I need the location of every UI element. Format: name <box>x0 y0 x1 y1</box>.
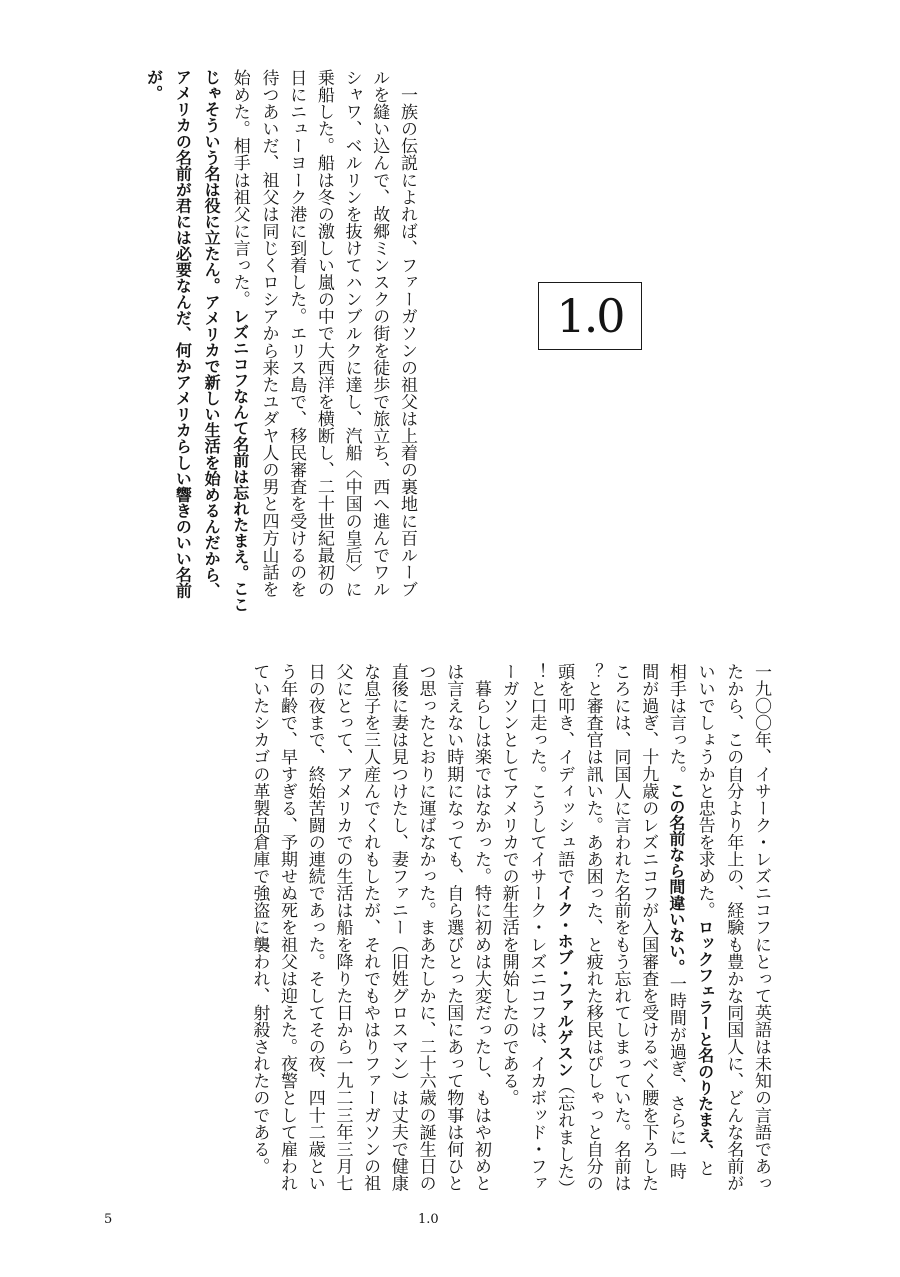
top-text-block <box>82 69 420 614</box>
paragraph-3 <box>245 663 494 1193</box>
chapter-number-box <box>538 282 642 350</box>
p2-d: この名前なら間違いない。 <box>666 782 686 975</box>
p2-e: 一時間が過ぎ、さらに一時間が過ぎ、十九歳のレズニコフが入国審査を受けるべく腰を下ろしたころには、同国人に言われた名前をもう忘れてしまっていた。名前は？と審査官は訊いた。ああ困った、と疲れた移民はぴしゃっと自分の頭を叩き、イディッシュ語で <box>554 663 686 1192</box>
page-number: 5 <box>104 1212 113 1227</box>
paragraph-2 <box>494 663 774 1193</box>
p2-f: イク・ホブ・ファルゲスン <box>555 884 575 1078</box>
bottom-text-block <box>82 663 774 1193</box>
p2-a: 一九〇〇年、イサーク・レズニコフにとって英語は未知の言語であったから、この自分より年上の、経験も豊かな同国人に、どんな名前がいいでしょうかと忠告を求めた。 <box>694 663 771 1192</box>
running-head: 1.0 <box>418 1212 439 1227</box>
p2-g: （忘れました）！と口走った。こうしてイサーク・レズニコフは、イカボッド・ファーガソンとしてアメリカでの新生活を開始したのである。 <box>498 663 575 1192</box>
p3-text: 暮らしは楽ではなかった。特に初めは大変だったし、もはや初めとは言えない時期になっても、自ら選びとった国にあって物事は何ひとつ思ったとおりに運ばなかった。まあたしかに、二十六歳の誕生日の直後に妻は見つけたし、妻ファニー（旧姓グロスマン）は丈夫で健康な息子を三人産んでくれもしたが、それでもやはりファーガソンの祖父にとって、アメリカでの生活は船を降りた日から一九二三年三月七日の夜まで、終始苦闘の連続であった。そしてその夜、四十二歳という年齢で、早すぎる、予期せぬ死を祖父は迎えた。夜警として雇われていたシカゴの革製品倉庫で強盗に襲われ、射殺されたのである。 <box>249 663 491 1192</box>
paragraph-1-text: 一族の伝説によれば、ファーガソンの祖父は上着の裏地に百ルーブルを縫い込んで、故郷ミンスクの街を徒歩で旅立ち、西へ進んでワルシャワ、ベルリンを抜けてハンブルクに達し、汽船〈中国の皇后〉に乗船した。船は冬の激しい嵐の中で大西洋を横断し、二十世紀最初の日にニューヨーク港に到着した。エリス島で、移民審査を受けるのを待つあいだ、祖父は同じくロシアから来たユダヤ人の男と四方山話を始めた。相手は祖父に言った。 <box>229 69 417 598</box>
p2-b: ロックフェラーと名のりたまえ、 <box>695 918 715 1160</box>
chapter-number: 1.0 <box>556 289 624 343</box>
paragraph-1-bold-text: レズニコフなんて名前は忘れたまえ。ここじゃそういう名は役に立たん。アメリカで新しい生活を始めるんだから、アメリカの名前が君には必要なんだ、何かアメリカらしい響きのいい名前が。 <box>144 69 250 613</box>
paragraph-1 <box>139 69 420 614</box>
p2-c: と相手は言った。 <box>665 663 715 1177</box>
